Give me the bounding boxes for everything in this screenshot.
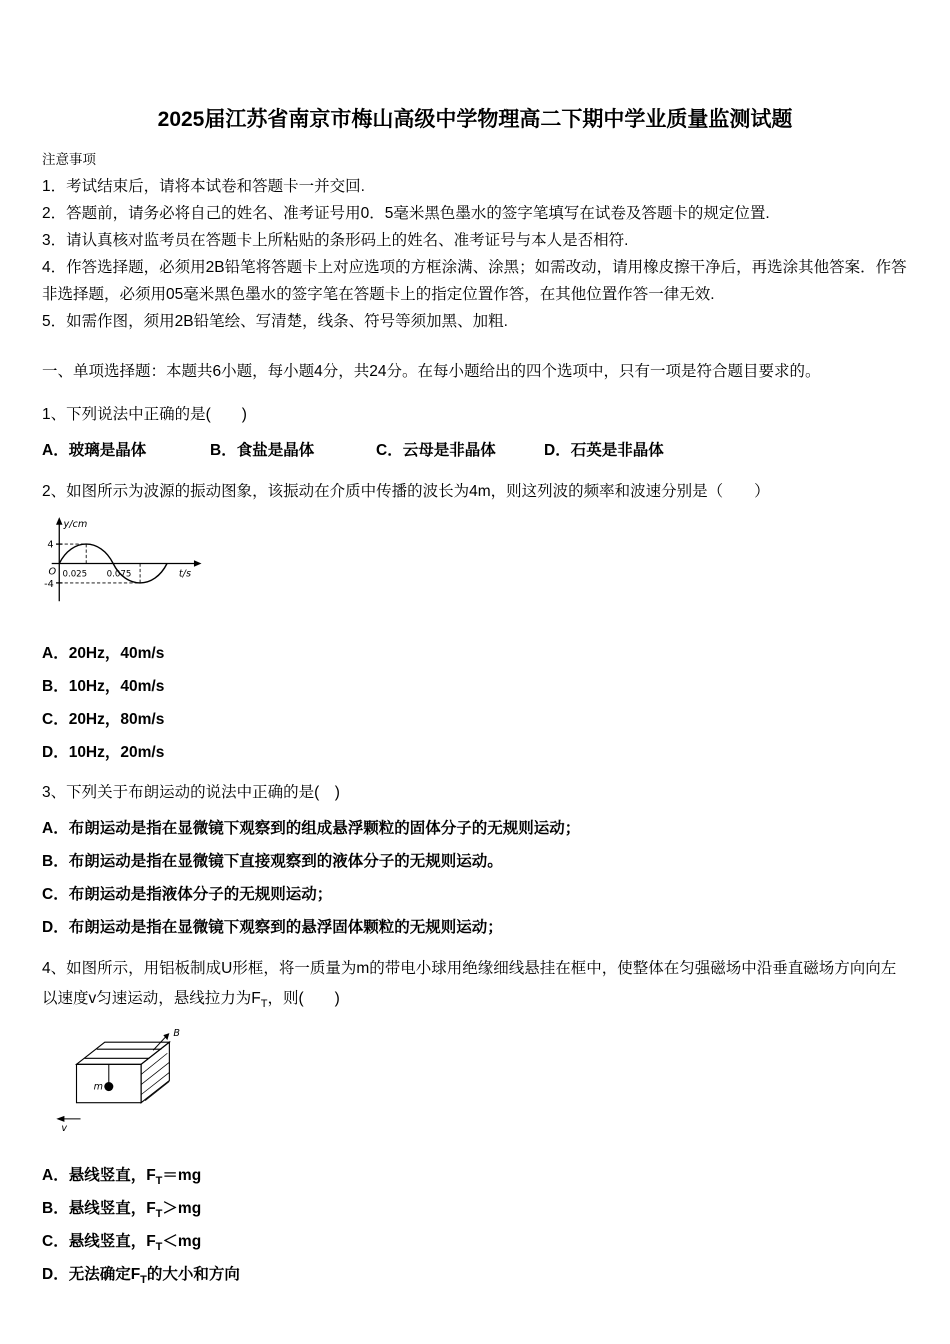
option-text-end: 的大小和方向 bbox=[146, 1266, 240, 1284]
question-3-stem: 3、下列关于布朗运动的说法中正确的是( ) bbox=[42, 784, 340, 802]
q4-option-b bbox=[42, 1199, 908, 1219]
notice-item-4: 4．作答选择题，必须用2B铅笔将答题卡上对应选项的方框涂满、涂黑；如需改动，请用橡皮擦干净后，再选涂其他答案．作答非选择题，必须用05毫米黑色墨水的签字笔在答题卡上的指定位置作答，在其他位置作答一律无效. bbox=[42, 259, 907, 304]
question-2-stem: 2、如图所示为波源的振动图象，该振动在介质中传播的波长为4m，则这列波的频率和波速分别是（ ） bbox=[42, 483, 770, 501]
question-1-stem: 1、下列说法中正确的是( ) bbox=[42, 406, 247, 424]
origin-label: O bbox=[48, 566, 57, 578]
option-text-end: ＞mg bbox=[162, 1200, 202, 1218]
question-1-options bbox=[42, 440, 908, 462]
option-text: B．悬线竖直，F bbox=[42, 1200, 156, 1218]
q2-option-a: A．20Hz，40m/s bbox=[42, 645, 165, 663]
q4-option-d bbox=[42, 1265, 908, 1285]
ball-and-string bbox=[104, 1065, 113, 1092]
x-axis-label: t/s bbox=[178, 568, 191, 580]
q3-option-c: C．布朗运动是指液体分子的无规则运动； bbox=[42, 886, 333, 904]
q4-option-a bbox=[42, 1166, 908, 1186]
frame-ball-figure bbox=[54, 1026, 206, 1134]
notice-heading: 注意事项 bbox=[42, 152, 96, 168]
q2-option-b: B．10Hz，40m/s bbox=[42, 678, 165, 696]
time-label-1: 0.025 bbox=[62, 569, 88, 580]
section-one-heading: 一、单项选择题：本题共6小题，每小题4分，共24分。在每小题给出的四个选项中，只有一项是符合题目要求的。 bbox=[42, 363, 821, 381]
q3-option-b: B．布朗运动是指在显微镜下直接观察到的液体分子的无规则运动。 bbox=[42, 853, 503, 871]
q1-option-d: D．石英是非晶体 bbox=[544, 442, 664, 460]
notice-item-1: 1．考试结束后，请将本试卷和答题卡一并交回. bbox=[42, 178, 365, 196]
q1-option-a: A．玻璃是晶体 bbox=[42, 442, 147, 460]
option-text-end: ＜mg bbox=[162, 1233, 202, 1251]
paper-title: 2025届江苏省南京市梅山高级中学物理高二下期中学业质量监测试题 bbox=[157, 108, 793, 131]
mass-label: m bbox=[93, 1081, 104, 1093]
option-subscript: T bbox=[140, 1274, 147, 1287]
option-subscript: T bbox=[155, 1175, 163, 1188]
q2-option-c: C．20Hz，80m/s bbox=[42, 711, 165, 729]
option-subscript: T bbox=[155, 1208, 163, 1221]
y-max-label: 4 bbox=[47, 539, 54, 551]
q1-option-c: C．云母是非晶体 bbox=[376, 442, 496, 460]
question-4-stem bbox=[42, 954, 908, 1014]
notice-item-2: 2．答题前，请务必将自己的姓名、准考证号用0．5毫米黑色墨水的签字笔填写在试卷及答题卡的规定位置. bbox=[42, 205, 770, 223]
wave-figure-labels bbox=[44, 519, 191, 590]
axes bbox=[52, 522, 196, 602]
y-min-label: -4 bbox=[44, 579, 54, 591]
frame-figure-labels bbox=[61, 1028, 180, 1134]
u-frame-box bbox=[77, 1042, 170, 1103]
wave-graph-figure bbox=[44, 515, 206, 612]
q4-stem-text-end: ，则( ) bbox=[267, 990, 340, 1008]
q3-option-d: D．布朗运动是指在显微镜下观察到的悬浮固体颗粒的无规则运动； bbox=[42, 919, 503, 937]
velocity-label: v bbox=[61, 1123, 68, 1135]
q4-stem-text: 4、如图所示，用铝板制成U形框，将一质量为m的带电小球用绝缘细线悬挂在框中，使整体在匀强磁场中沿垂直磁场方向向左以速度v匀速运动，悬线拉力为F bbox=[42, 960, 897, 1008]
option-text: D．无法确定F bbox=[42, 1266, 141, 1284]
b-field-label: B bbox=[173, 1028, 180, 1040]
y-axis-label: y/cm bbox=[63, 519, 88, 531]
notice-item-3: 3．请认真核对监考员在答题卡上所粘贴的条形码上的姓名、准考证号与本人是否相符. bbox=[42, 232, 629, 250]
option-text: A．悬线竖直，F bbox=[42, 1167, 156, 1185]
notice-item-5: 5．如需作图，须用2B铅笔绘、写清楚，线条、符号等须加黑、加粗. bbox=[42, 313, 508, 331]
q2-option-d: D．10Hz，20m/s bbox=[42, 744, 165, 762]
q4-stem-subscript: T bbox=[260, 998, 268, 1011]
q4-option-c bbox=[42, 1232, 908, 1252]
velocity-arrow bbox=[56, 1116, 80, 1122]
option-text: C．悬线竖直，F bbox=[42, 1233, 156, 1251]
option-text-end: ＝mg bbox=[162, 1167, 202, 1185]
time-label-2: 0.075 bbox=[106, 569, 132, 580]
q1-option-b: B．食盐是晶体 bbox=[210, 442, 315, 460]
q3-option-a: A．布朗运动是指在显微镜下观察到的组成悬浮颗粒的固体分子的无规则运动； bbox=[42, 820, 581, 838]
option-subscript: T bbox=[155, 1241, 163, 1254]
